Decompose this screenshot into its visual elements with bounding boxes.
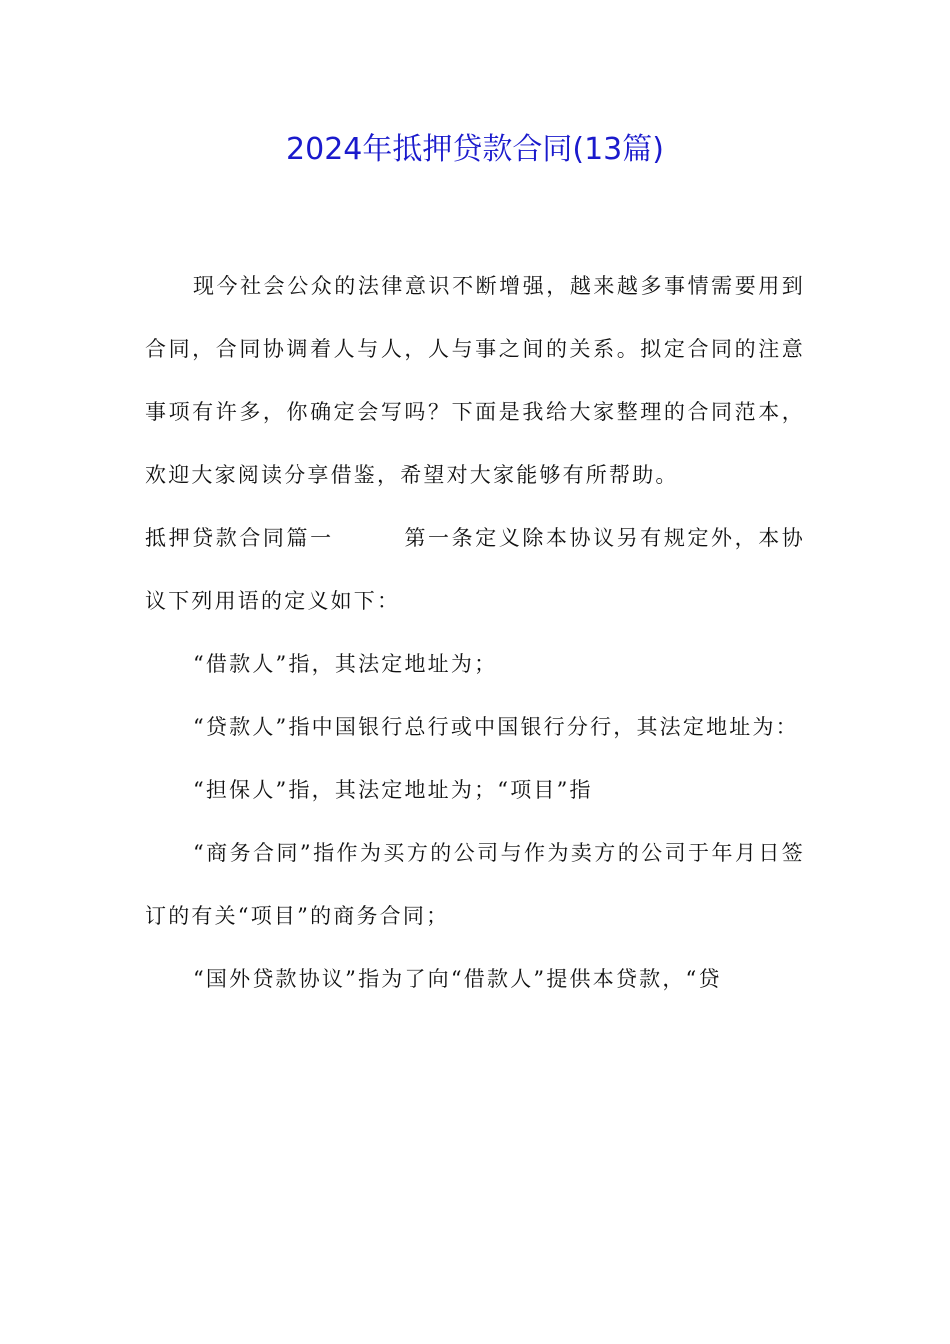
document-body bbox=[145, 255, 805, 1011]
commercial-contract-definition: “商务合同”指作为买方的公司与作为卖方的公司于年月日签订的有关“项目”的商务合同； bbox=[145, 841, 805, 928]
borrower-definition: “借款人”指，其法定地址为； bbox=[193, 652, 498, 676]
first-clause: 第一条定义除本协议另有规定外，本协议下列用语的定义如下： bbox=[145, 526, 805, 613]
intro-paragraph: 现今社会公众的法律意识不断增强，越来越多事情需要用到合同，合同协调着人与人，人与事之间的关系。拟定合同的注意事项有许多，你确定会写吗？下面是我给大家整理的合同范本，欢迎大家阅读分享借鉴，希望对大家能够有所帮助。 bbox=[145, 274, 805, 487]
section-heading-paragraph bbox=[145, 507, 805, 633]
lender-definition: “贷款人”指中国银行总行或中国银行分行，其法定地址为： bbox=[193, 715, 799, 739]
heading-gap bbox=[334, 526, 405, 550]
document-title: 2024年抵押贷款合同(13篇) bbox=[286, 132, 664, 167]
section-heading: 抵押贷款合同篇一 bbox=[145, 526, 334, 550]
foreign-loan-definition: “国外贷款协议”指为了向“借款人”提供本贷款，“贷 bbox=[193, 967, 722, 991]
guarantor-definition: “担保人”指，其法定地址为；“项目”指 bbox=[193, 778, 593, 802]
